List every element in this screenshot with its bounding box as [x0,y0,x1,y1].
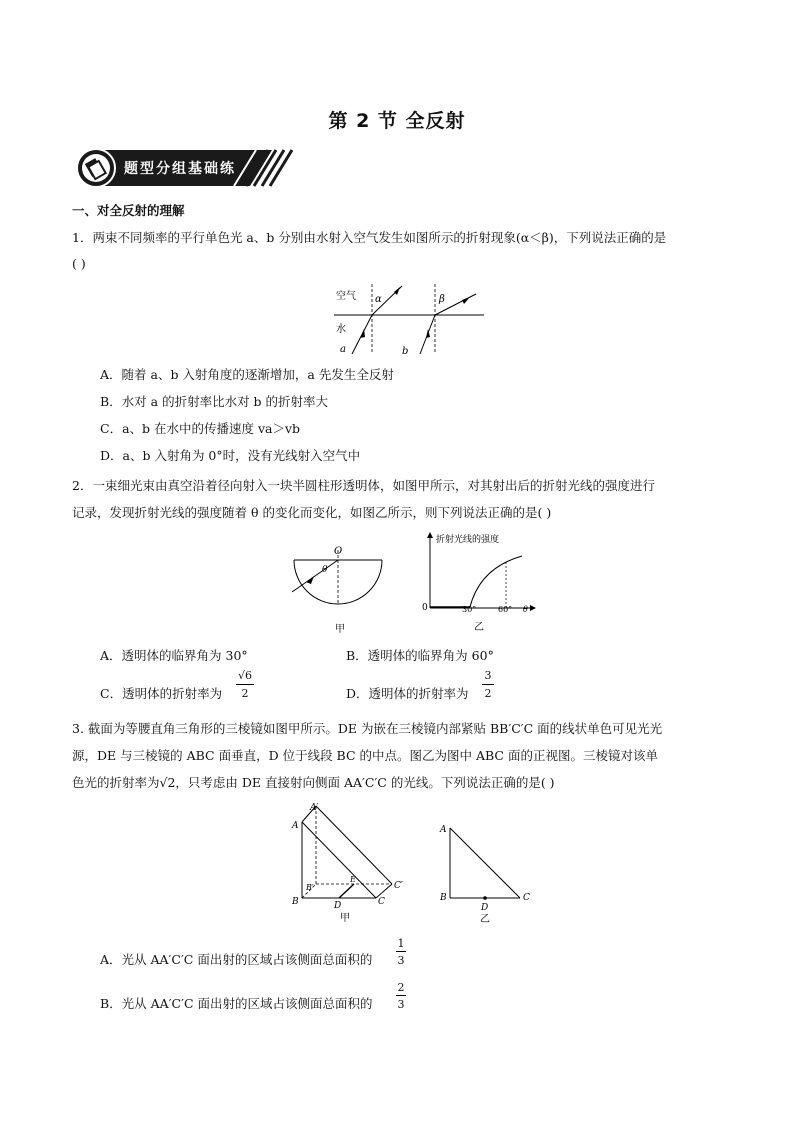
q3-option-b-denominator: 3 [397,998,405,1011]
q2-theta-label: θ [322,565,328,575]
q1-option-a: A．随着 a、b 入射角度的逐渐增加，a 先发生全反射 [100,367,394,382]
q2-tick-30: 30° [462,605,477,614]
q2-option-a: A．透明体的临界角为 30° [100,648,248,663]
q3-stem-line2: 源，DE 与三棱镜的 ABC 面垂直，D 位于线段 BC 的中点。图乙为图中 ABC 面的正视图。三棱镜对该单 [72,748,658,763]
q1-a-label: a [340,344,346,355]
q1-option-b: B．水对 a 的折射率比水对 b 的折射率大 [100,394,329,409]
q3-option-a-denominator: 3 [397,954,405,967]
q3-front-b-label: B [440,893,447,903]
q2-option-d-numerator: 3 [482,668,494,685]
q2-caption-right: 乙 [474,622,484,633]
q2-intensity-graph [418,530,538,635]
q1-option-c: C．a、b 在水中的传播速度 va＞vb [100,421,301,436]
q3-front-c-label: C [523,893,530,903]
q1-beta-label: β [439,294,445,305]
q1-water-label: 水 [336,324,346,335]
q2-stem-line1: 2．一束细光束由真空沿着径向射入一块半圆柱形透明体，如图甲所示，对其射出后的折射光线的强度进行 [72,478,655,493]
q3-option-b-text: B．光从 AA′C′C 面出射的区域占该侧面总面积的 [100,996,373,1011]
q2-semicircle-figure [284,540,394,635]
q2-option-b: B．透明体的临界角为 60° [346,648,494,663]
q3-caption-right: 乙 [480,914,490,925]
q3-front-a-label: A [440,825,447,835]
q1-air-label: 空气 [336,291,356,302]
q3-d-label: D [334,901,342,911]
q2-option-c-text: C．透明体的折射率为 [100,686,223,701]
q3-e-label: E [350,875,356,884]
q2-xaxis-label: θ [523,605,528,614]
q3-stem-line3: 色光的折射率为√2，只考虑由 DE 直接射向侧面 AA′C′C 的光线。下列说法正确的是( ) [72,775,555,790]
q3-b1-label: B′ [306,883,314,892]
q2-origin-label: 0 [422,603,428,613]
q1-stem-line1: 1．两束不同频率的平行单色光 a、b 分别由水射入空气发生如图所示的折射现象(α＜β)，下列说法正确的是 [72,230,667,245]
q1-alpha-label: α [375,294,382,305]
q3-c-label: C [378,897,385,907]
q2-o-label: O [334,546,343,557]
book-icon [77,149,115,187]
q3-a-label: A [292,821,299,831]
q3-caption-left: 甲 [340,913,350,924]
q3-b-label: B [292,897,299,907]
q3-a1-label: A′ [310,803,319,813]
q1-refraction-figure [330,282,490,358]
q3-option-a-numerator: 1 [397,937,405,950]
q2-stem-line2: 记录，发现折射光线的强度随着 θ 的变化而变化，如图乙所示，则下列说法正确的是( ) [72,505,552,520]
q3-option-b-numerator: 2 [397,981,405,994]
q3-front-d-label: D [481,903,489,913]
q2-option-c-denominator: 2 [241,687,249,700]
q1-option-d: D．a、b 入射角为 0°时，没有光线射入空气中 [100,448,361,463]
q3-option-a-text: A．光从 AA′C′C 面出射的区域占该侧面总面积的 [100,952,373,967]
banner-label: 题型分组基础练 [124,161,236,177]
q2-caption-left: 甲 [335,624,345,635]
q1-stem-line2: ( ) [72,256,86,271]
q2-tick-60: 60° [498,605,513,614]
section-heading: 一、对全反射的理解 [72,203,185,218]
q3-option-b [100,980,420,1020]
page-title: 第 2 节 全反射 [328,110,466,132]
q1-b-label: b [402,346,409,357]
q2-option-d-denominator: 2 [484,687,492,700]
q2-option-c-numerator: √6 [236,668,254,685]
section-banner [76,148,296,188]
q2-option-d-text: D．透明体的折射率为 [346,686,469,701]
q3-c1-label: C′ [394,881,403,891]
q3-prism-figure [286,800,416,928]
q3-stem-line1: 3. 截面为等腰直角三角形的三棱镜如图甲所示。DE 为嵌在三棱镜内部紧贴 BB′C′C 面的线状单色可见光光 [72,721,663,736]
q2-ylabel: 折射光线的强度 [436,535,500,545]
q3-front-view-figure [436,816,546,926]
q3-option-a [100,936,420,976]
